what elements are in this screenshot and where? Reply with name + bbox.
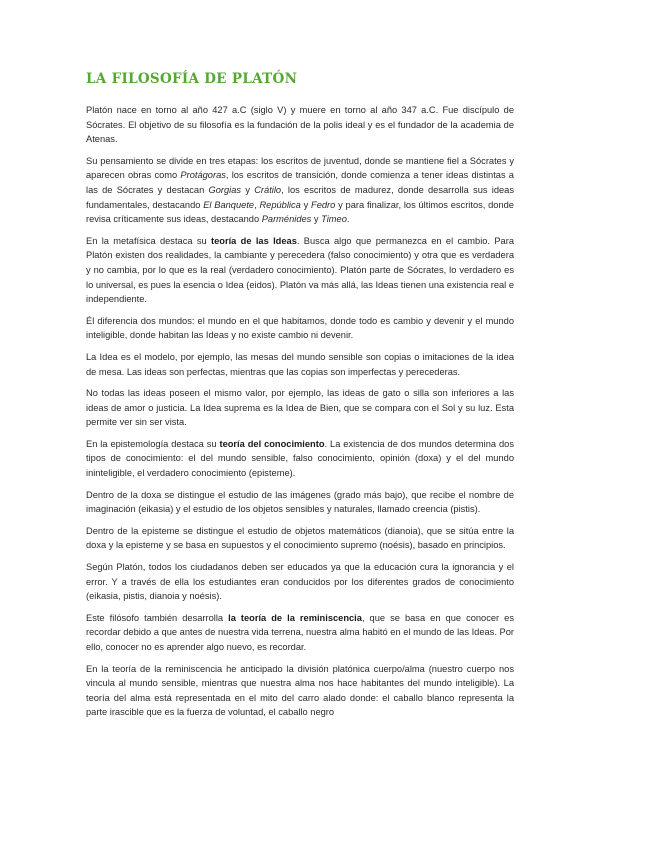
text-segment: La Idea es el modelo, por ejemplo, las mesas del mundo sensible son copias o imitaciones de la idea de mesa. Las ideas son perfectas, mientras que las copias son imperfectas y perecederas. [86,351,514,377]
text-segment: , los escritos de transición, donde comienza a tener ideas distintas a las de Sócrates y destacan [86,170,514,195]
document-body [86,70,514,727]
paragraph [86,662,514,720]
text-segment: En la metafísica destaca su [86,235,212,246]
paragraph-list [86,103,514,720]
text-segment: Según Platón, todos los ciudadanos deben ser educados ya que la educación cura la ignorancia y el error. Y a través de ella los estudiantes eran conducidos por los diferentes grados de conocimiento (eikasia, pistis, dianoia y noésis). [86,562,514,602]
text-segment: En la epistemología destaca su [86,438,220,449]
work-title: Protágoras [180,170,226,181]
text-segment: y [311,214,322,225]
work-title: Fedro [311,199,336,210]
work-title: Timeo [321,214,347,225]
text-segment: , los escritos de madurez, donde desarrolla sus ideas fundamentales, destacando [86,184,514,210]
paragraph [86,524,514,553]
paragraph [86,234,514,307]
paragraph [86,350,514,379]
bold-term: la teoría de la reminiscencia [228,612,362,623]
paragraph [86,437,514,481]
paragraph [86,611,514,655]
paragraph [86,488,514,517]
text-segment: Dentro de la doxa se distingue el estudio de las imágenes (grado más bajo), que recibe el nombre de imaginación (eikasia) y el estudio de los objetos sensibles y naturales, llamado creencia (pistis). [86,489,514,515]
paragraph [86,103,514,147]
work-title: Crátilo [254,184,282,195]
text-segment: Dentro de la episteme se distingue el estudio de objetos matemáticos (dianoia), que se sitúa entre la doxa y la episteme y se basa en supuestos y el conocimiento supremo (noésis), basado en principios. [86,525,514,551]
paragraph [86,386,514,430]
work-title: Parménides [261,214,312,225]
paragraph [86,560,514,604]
text-segment: y [241,184,255,195]
paragraph [86,314,514,343]
text-segment: No todas las ideas poseen el mismo valor, por ejemplo, las ideas de gato o silla son inferiores a las ideas de amor o justicia. La Idea suprema es la Idea de Bien, que se compara con el Sol y su luz. Esta permite ver sin ser vista. [86,388,514,428]
text-segment: . [346,214,350,225]
text-segment: y para finalizar, los últimos escritos, donde revisa críticamente sus ideas, destacando [86,199,514,225]
bold-term: teoría del conocimiento [219,438,325,449]
text-segment: , [254,199,260,210]
text-segment: Su pensamiento se divide en tres etapas: los escritos de juventud, donde se mantiene fiel a Sócrates y aparecen obras como [86,155,514,181]
text-segment: , que se basa en que conocer es recordar debido a que antes de nuestra vida terrena, nuestra alma habitó en el mundo de las Ideas. Por ello, conocer no es aprender algo nuevo, es recordar. [86,612,514,652]
bold-term: teoría de las Ideas [211,235,297,246]
text-segment: Platón nace en torno al año 427 a.C (siglo V) y muere en torno al año 347 a.C. Fue discípulo de Sócrates. El objetivo de su filosofía es la fundación de la polis ideal y es el fundador de la academia de Atenas. [86,105,514,145]
work-title: El Banquete [203,199,255,210]
work-title: Gorgias [208,184,242,195]
text-segment: . La existencia de dos mundos determina dos tipos de conocimiento: el del mundo sensible, falso conocimiento, opinión (doxa) y el del mundo ininteligible, el verdadero conocimiento (episteme). [86,438,514,479]
text-segment: Él diferencia dos mundos: el mundo en el que habitamos, donde todo es cambio y devenir y el mundo inteligible, donde habitan las Ideas y no existe cambio ni devenir. [86,315,514,341]
text-segment: . Busca algo que permanezca en el cambio. Para Platón existen dos realidades, la cambiante y perecedera (falso conocimiento) y otra que es verdadera y no cambia, por lo que es la real (verdadero conocimiento). Platón parte de Sócrates, lo verdadero es lo universal, es pues la esencia o Idea (eidos). Platón va más allá, las Ideas tienen una existencia real e independiente. [86,235,514,305]
work-title: República [259,199,301,210]
text-segment: y [300,199,312,210]
document-title: LA FILOSOFÍA DE PLATÓN [86,71,298,87]
text-segment: Este filósofo también desarrolla [86,612,229,623]
text-segment: En la teoría de la reminiscencia he anticipado la división platónica cuerpo/alma (nuestro cuerpo nos vincula al mundo sensible, mientras que nuestra alma nos hace habitantes del mundo inteligible). La teoría del alma está representada en el mito del carro alado donde: el caballo blanco representa la parte irascible que es la fuerza de voluntad, el caballo negro [86,663,514,718]
paragraph [86,154,514,227]
